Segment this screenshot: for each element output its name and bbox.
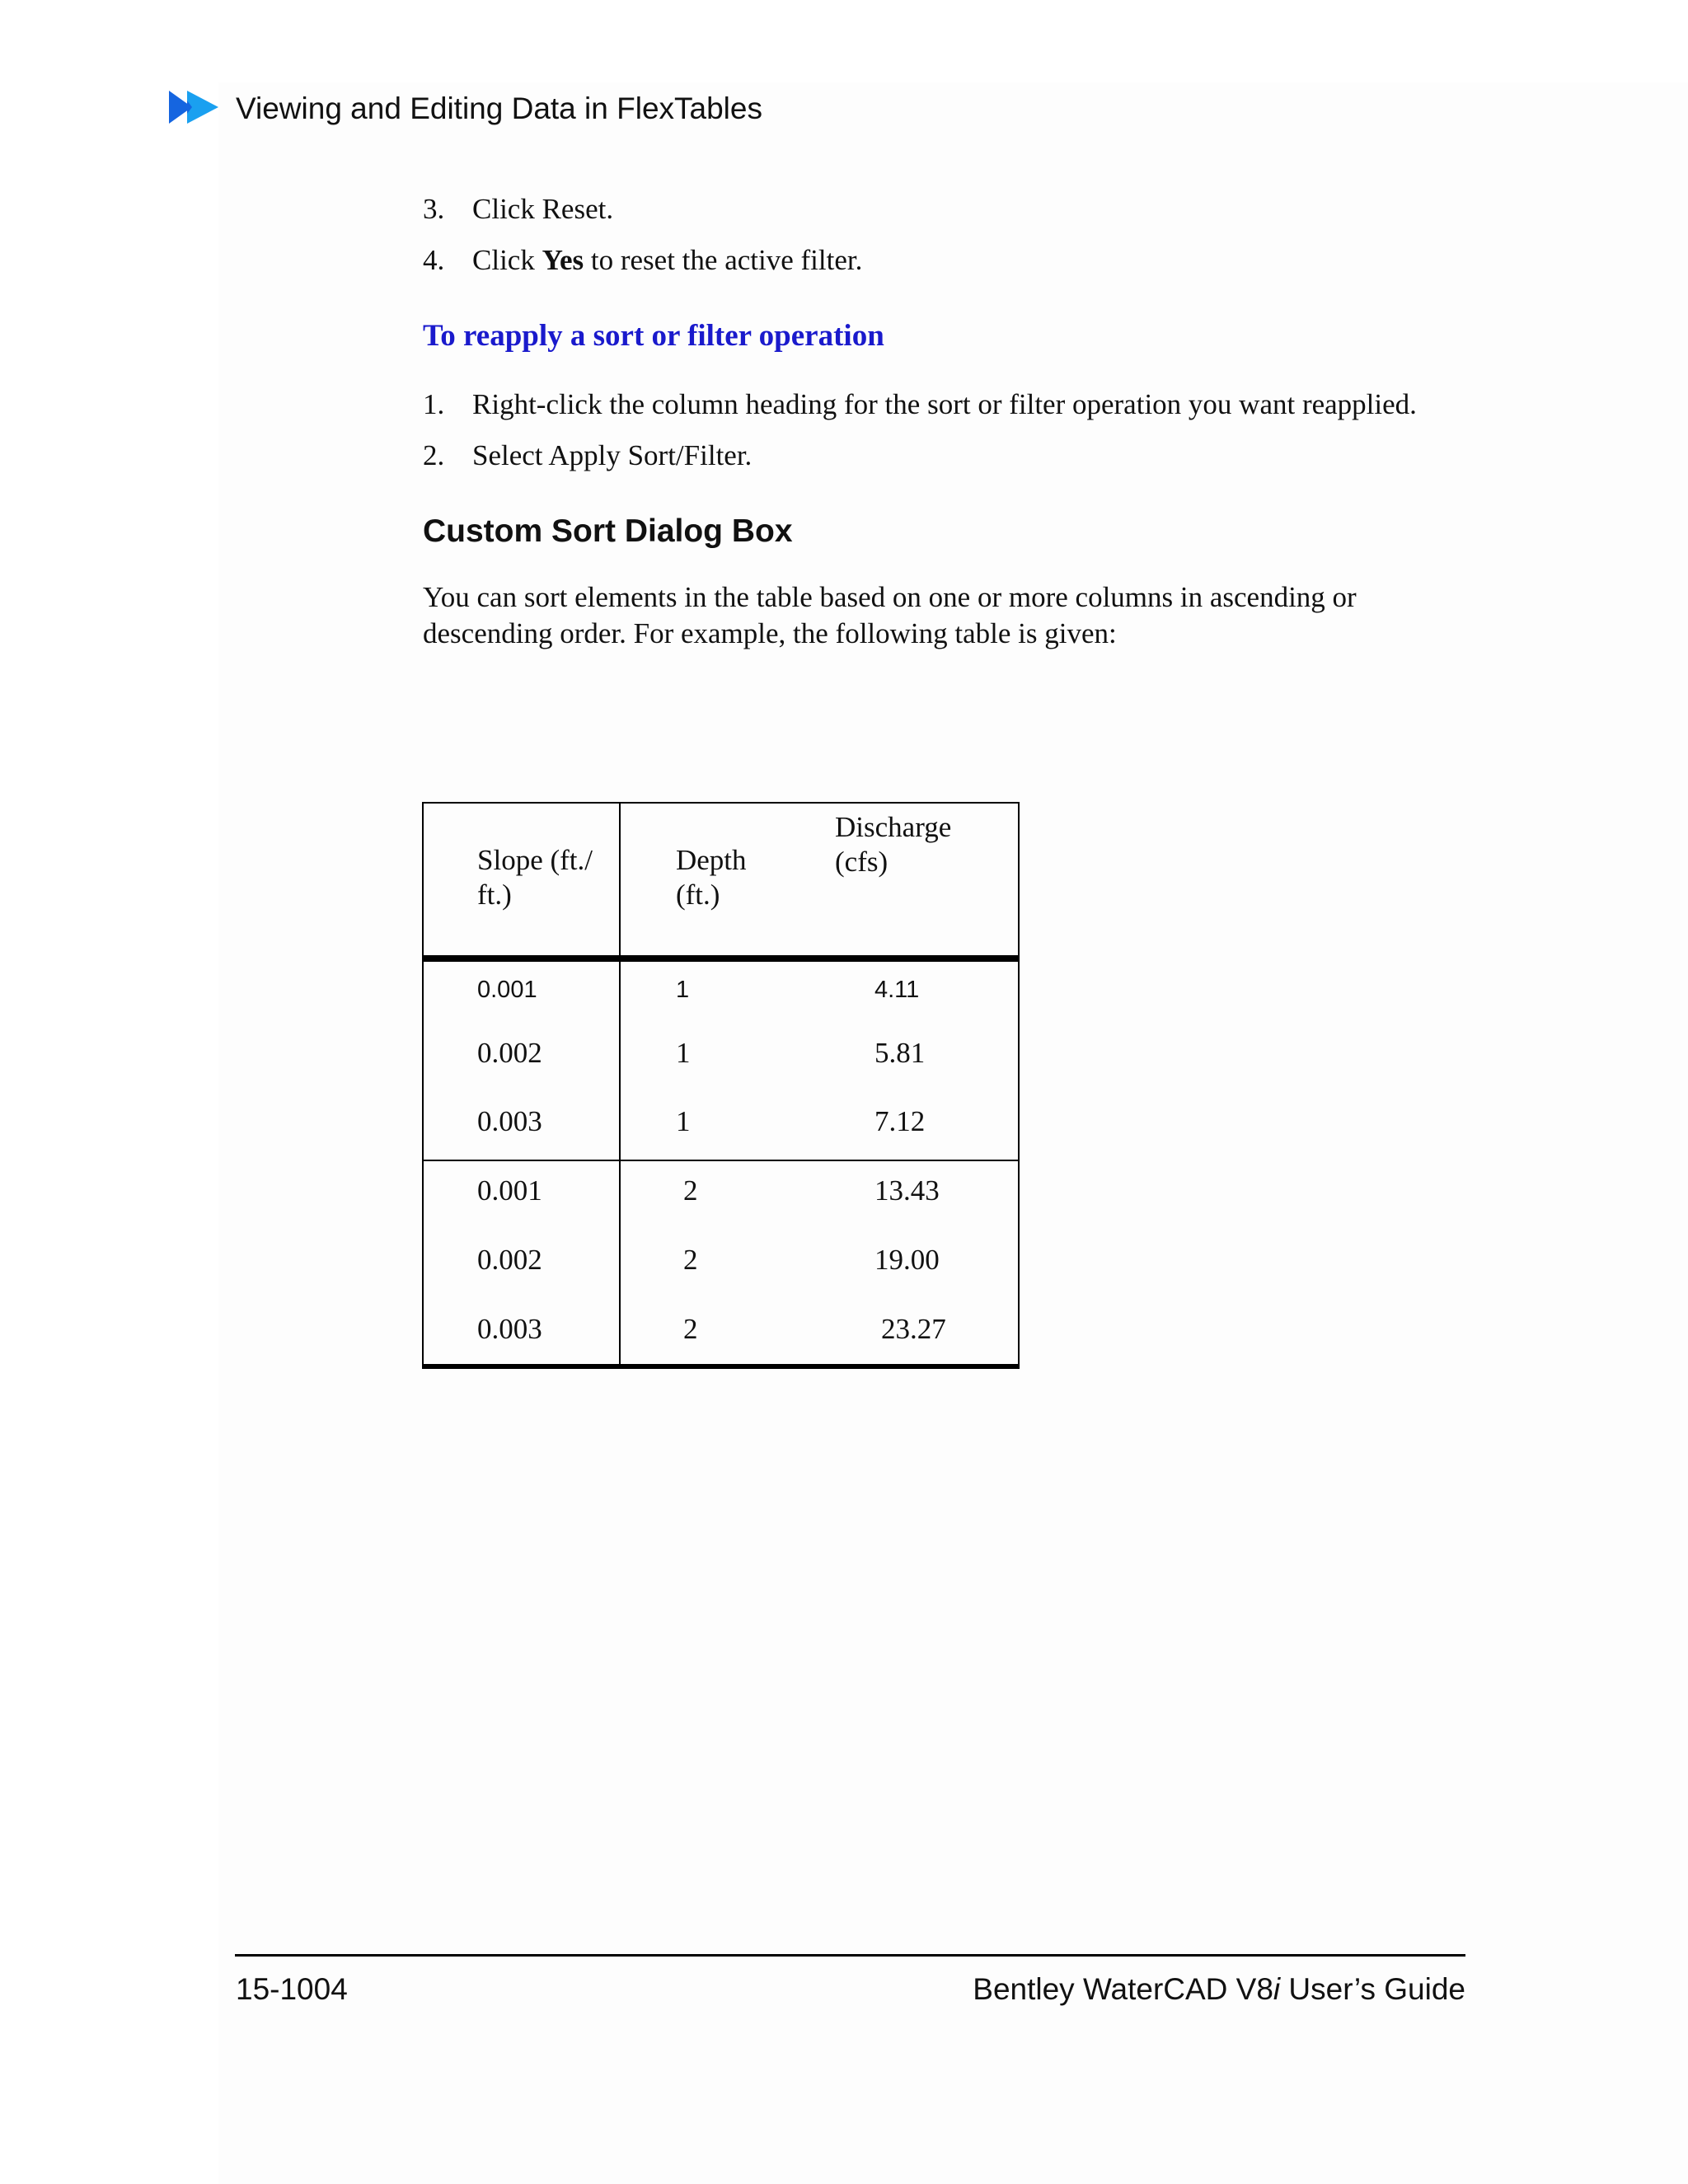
group-divider	[422, 1160, 1020, 1161]
yes-emphasis: Yes	[542, 244, 584, 276]
step-text: Select Apply Sort/Filter.	[472, 439, 753, 471]
table-cell: 13.43	[874, 1174, 940, 1207]
table-cell: 0.002	[477, 1037, 542, 1069]
example-table	[422, 802, 1020, 1371]
step-text: Click Yes to reset the active filter.	[472, 244, 863, 276]
step-text: Click Reset.	[472, 193, 614, 225]
table-cell: 2	[683, 1244, 698, 1276]
table-cell: 5.81	[874, 1037, 926, 1069]
table-cell: 19.00	[874, 1244, 940, 1276]
double-arrow-icon	[169, 89, 222, 125]
table-cell: 0.003	[477, 1105, 542, 1137]
header-rule	[422, 955, 1020, 962]
table-cell: 1	[676, 1037, 691, 1069]
table-cell: 2	[683, 1313, 698, 1345]
table-header: Discharge (cfs)	[835, 811, 952, 878]
step-text: Right-click the column heading for the sort or filter operation you want reapplied.	[472, 388, 1417, 420]
footer-rule	[235, 1954, 1465, 1957]
step-number: 2.	[423, 439, 445, 471]
page-number: 15-1004	[236, 1972, 348, 2006]
table-cell: 0.001	[477, 977, 537, 1003]
table-cell: 2	[683, 1174, 698, 1207]
column-divider	[619, 802, 621, 1369]
section-paragraph: You can sort elements in the table based on one or more columns in ascending or descending order. For example, the following table is given:	[423, 581, 1357, 649]
table-cell: 1	[676, 977, 690, 1003]
section-title: Custom Sort Dialog Box	[423, 513, 793, 549]
running-header-title: Viewing and Editing Data in FlexTables	[236, 91, 762, 125]
table-header: Depth (ft.)	[676, 844, 747, 911]
guide-title: Bentley WaterCAD V8i User’s Guide	[973, 1972, 1465, 2006]
table-cell: 0.001	[477, 1174, 542, 1207]
step-number: 1.	[423, 388, 445, 420]
table-cell: 7.12	[874, 1105, 926, 1137]
table-cell: 0.002	[477, 1244, 542, 1276]
procedure-title: To reapply a sort or filter operation	[423, 319, 884, 353]
table-cell: 0.003	[477, 1313, 542, 1345]
step-number: 4.	[423, 244, 445, 276]
table-cell: 4.11	[874, 977, 920, 1003]
step-number: 3.	[423, 193, 445, 225]
table-cell: 1	[676, 1105, 691, 1137]
table-bottom-rule	[422, 1364, 1020, 1369]
table-cell: 23.27	[881, 1313, 946, 1345]
table-header: Slope (ft./ ft.)	[477, 844, 593, 911]
